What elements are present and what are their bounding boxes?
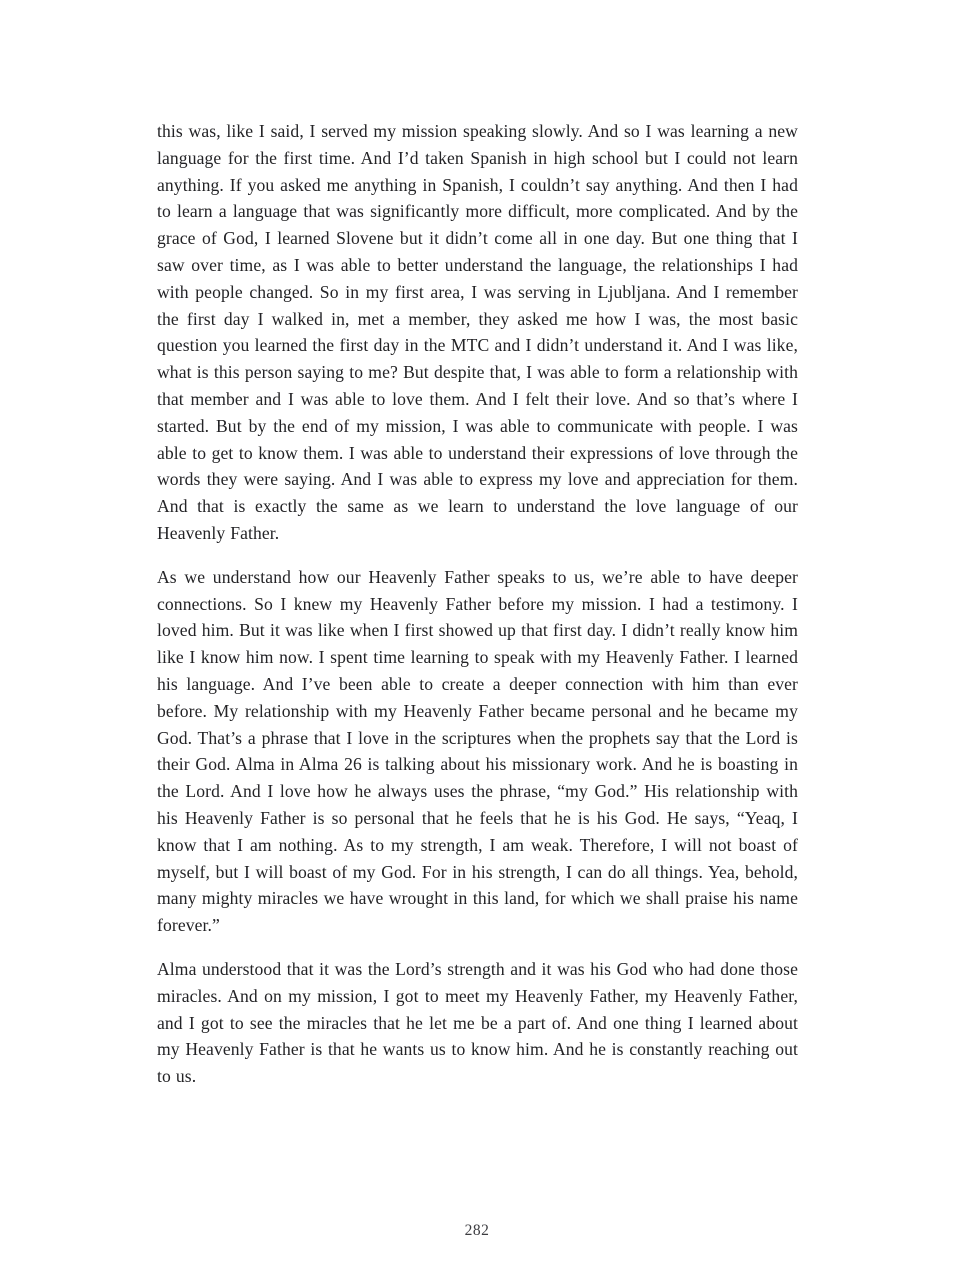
page-footer [0,1222,954,1240]
paragraph: As we understand how our Heavenly Father speaks to us, we’re able to have deeper connections. So I knew my Heavenly Father before my mission. I had a testimony. I loved him. But it was like when I first showed up that first day. I didn’t really know him like I know him now. I spent time learning to speak with my Heavenly Father. I learned his language. And I’ve been able to create a deeper connection with him than ever before. My relationship with my Heavenly Father became personal and he became my God. That’s a phrase that I love in the scriptures when the prophets say that the Lord is their God. Alma in Alma 26 is talking about his missionary work. And he is boasting in the Lord. And I love how he always uses the phrase, “my God.” His relationship with his Heavenly Father is so personal that he feels that he is his God. He says, “Yeaq, I know that I am nothing. As to my strength, I am weak. Therefore, I will not boast of myself, but I will boast of my God. For in his strength, I can do all things. Yea, behold, many mighty miracles we have wrought in this land, for which we shall praise his name forever.” [157,566,798,936]
paragraph: Alma understood that it was the Lord’s strength and it was his God who had done those miracles. And on my mission, I got to meet my Heavenly Father, my Heavenly Father, and I got to see the miracles that he let me be a part of. And one thing I learned about my Heavenly Father is that he wants us to know him. And he is constantly reaching out to us. [157,958,798,1087]
body-text [157,118,798,1090]
page-number: 282 [464,1222,490,1239]
paragraph: this was, like I said, I served my mission speaking slowly. And so I was learning a new language for the first time. And I’d taken Spanish in high school but I could not learn anything. If you asked me anything in Spanish, I couldn’t say anything. And then I had to learn a language that was significantly more difficult, more complicated. And by the grace of God, I learned Slovene but it didn’t come all in one day. But one thing that I saw over time, as I was able to better understand the language, the relationships I had with people changed. So in my first area, I was serving in Ljubljana. And I remember the first day I walked in, met a member, they asked me how I was, the most basic question you learned the first day in the MTC and I didn’t understand it. And I was like, what is this person saying to me? But despite that, I was able to form a relationship with that member and I was able to love them. And I felt their love. And so that’s where I started. But by the end of my mission, I was able to communicate with people. I was able to get to know them. I was able to understand their expressions of love through the words they were saying. And I was able to express my love and appreciation for them. And that is exactly the same as we learn to understand the love language of our Heavenly Father. [157,121,798,543]
